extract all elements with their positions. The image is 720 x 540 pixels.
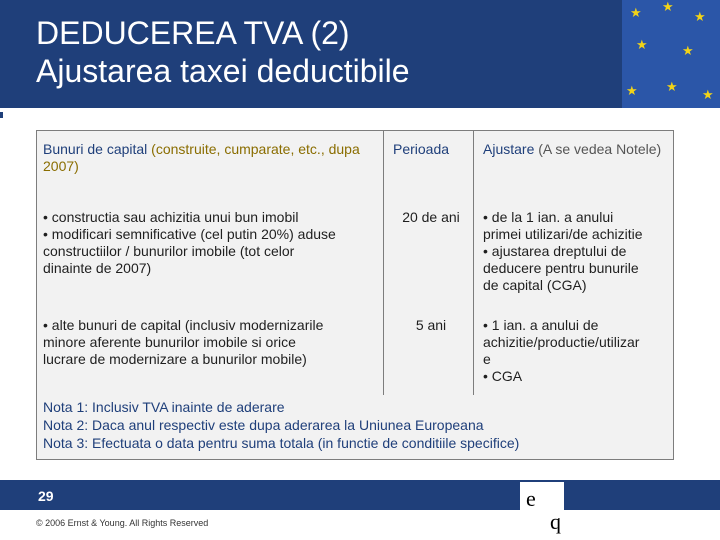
row2-adj-line: achizitie/productie/utilizar — [483, 334, 640, 350]
header-capital-goods-label: Bunuri de capital — [43, 141, 148, 157]
header-capital-goods-detail: (construite, cumparate, etc., dupa 2007) — [43, 141, 360, 174]
row1-line: constructiilor / bunurilor imobile (tot celor — [43, 243, 295, 259]
row2-adj-line: • CGA — [483, 368, 523, 384]
row2-adj-line: • 1 ian. a anului de — [483, 317, 599, 333]
slide-marker — [0, 112, 3, 118]
row1-capital-goods — [43, 209, 383, 277]
star-icon: ★ — [682, 43, 694, 58]
notes-block — [43, 398, 519, 452]
eu-flag-image — [622, 0, 720, 108]
star-icon: ★ — [626, 83, 638, 98]
logo-letter-q: q — [550, 509, 561, 534]
row1-adj-line: primei utilizari/de achizitie — [483, 226, 643, 242]
row1-line: dinainte de 2007) — [43, 260, 152, 276]
star-icon: ★ — [636, 37, 648, 52]
note-line: Nota 2: Daca anul respectiv este dupa aderarea la Uniunea Europeana — [43, 417, 484, 433]
row1-adjustment — [483, 209, 669, 294]
row2-line: • alte bunuri de capital (inclusiv modernizarile — [43, 317, 324, 333]
row2-period-value: 5 ani — [415, 317, 447, 333]
row1-line: • constructia sau achizitia unui bun imobil — [43, 209, 299, 225]
row1-period-value: 20 de ani — [402, 209, 460, 225]
row2-adj-line: e — [483, 351, 491, 367]
note-line: Nota 1: Inclusiv TVA inainte de aderare — [43, 399, 285, 415]
note-line: Nota 3: Efectuata o data pentru suma totala (in functie de conditiile specifice) — [43, 435, 520, 451]
row2-period — [393, 317, 469, 334]
footer-bar — [0, 480, 720, 510]
star-icon: ★ — [662, 0, 674, 14]
page-number: 29 — [38, 488, 54, 504]
row1-adj-line: • de la 1 ian. a anului — [483, 209, 614, 225]
star-icon: ★ — [702, 87, 714, 102]
row2-adjustment — [483, 317, 669, 385]
row2-line: lucrare de modernizare a bunurilor mobile) — [43, 351, 307, 367]
header-period — [393, 141, 469, 158]
star-icon: ★ — [666, 79, 678, 94]
row1-line: • modificari semnificative (cel putin 20%) aduse — [43, 226, 336, 242]
row1-adj-line: • ajustarea dreptului de — [483, 243, 627, 259]
header-adjustment-label: Ajustare — [483, 141, 535, 157]
copyright-text: © 2006 Ernst & Young. All Rights Reserved — [36, 518, 209, 528]
header-capital-goods — [43, 141, 373, 175]
row1-adj-line: deducere pentru bunurile — [483, 260, 639, 276]
column-divider — [473, 131, 474, 395]
slide-title — [36, 14, 410, 90]
header-period-label: Perioada — [393, 141, 450, 157]
header-adjustment-note: (A se vedea Notele) — [534, 141, 662, 157]
slide-title-line2: Ajustarea taxei deductibile — [36, 53, 410, 89]
star-icon: ★ — [694, 9, 706, 24]
logo-letter-e: e — [526, 486, 536, 511]
row2-line: minore aferente bunurilor imobile si orice — [43, 334, 296, 350]
column-divider — [383, 131, 384, 395]
row1-adj-line: de capital (CGA) — [483, 277, 587, 293]
header-adjustment — [483, 141, 663, 158]
star-icon: ★ — [630, 5, 642, 20]
row1-period — [393, 209, 469, 226]
title-bar — [0, 0, 720, 108]
slide-title-line1: DEDUCEREA TVA (2) — [36, 15, 350, 51]
row2-capital-goods — [43, 317, 383, 368]
